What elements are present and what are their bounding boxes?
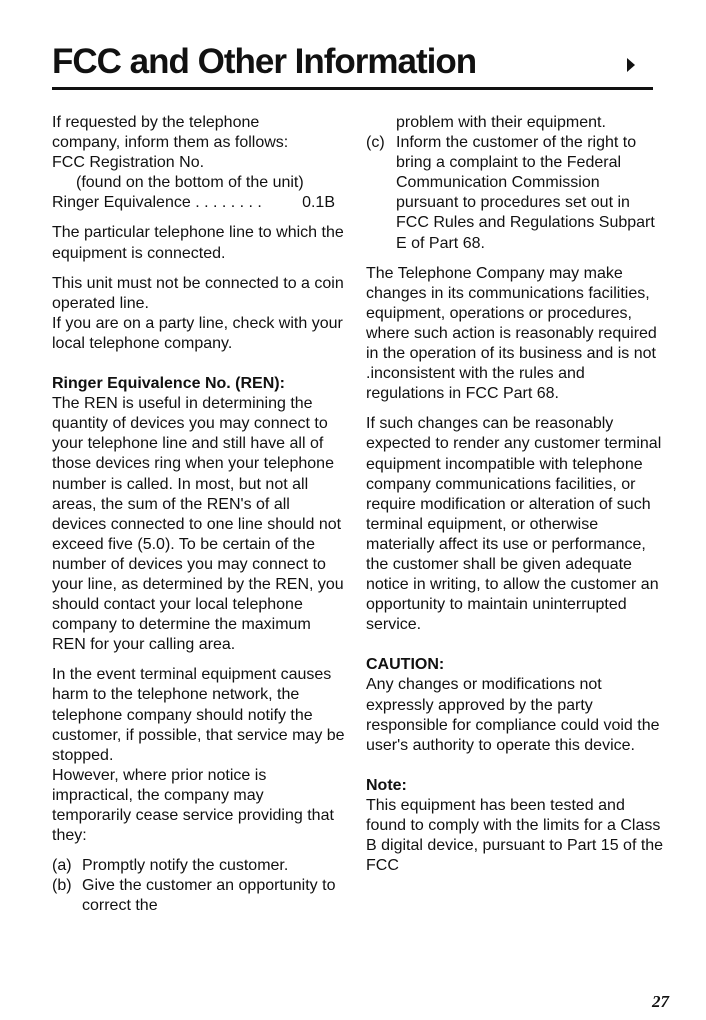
ren-paragraph: The REN is useful in determining the quantity of devices you may connect to your telephone line and still have all of those devices ring when your telephone number is called. In most, but not all areas, the sum of the REN's of all devices connected to one line should not exceed five (5.0). To be certain of the number of devices you may connect to your line, as determined by the REN, you should contact your local telephone company to determine the maximum REN for your calling area. xyxy=(52,395,344,654)
list-item-label: (b) xyxy=(52,877,72,895)
changes-paragraph: The Telephone Company may make changes in its communications facilities, equipment, operations or procedures, where such action is reasonably required in the operation of its business and is not .inconsistent with the rules and regulations in FCC Part 68. xyxy=(366,264,657,403)
list-item-a xyxy=(52,856,347,876)
continue-arrow-icon xyxy=(627,58,635,72)
list-item-text: problem with their equipment. xyxy=(396,114,606,131)
list-item-label: (a) xyxy=(52,857,72,875)
intro-line-2: company, inform them as follows: xyxy=(52,134,289,152)
page-number: 27 xyxy=(652,992,669,1011)
note-paragraph: This equipment has been tested and found to comply with the limits for a Class B digital device, pursuant to Part 15 of the FCC xyxy=(366,796,664,875)
coin-line-paragraph: This unit must not be connected to a coin operated line. xyxy=(52,274,344,312)
list-item-text: Inform the customer of the right to bring a complaint to the Federal Communication Commission pursuant to procedures set out in FCC Rules and Regulations Subpart E of Part 68. xyxy=(396,134,655,252)
list-item-c xyxy=(366,133,666,254)
ringer-equivalence-value: 0.1B xyxy=(302,194,335,212)
telephone-line-paragraph: The particular telephone line to which the equipment is connected. xyxy=(52,224,344,262)
list-item-label: (c) xyxy=(366,134,385,152)
caution-heading: CAUTION: xyxy=(366,656,445,674)
right-column xyxy=(366,113,666,876)
ringer-equivalence-row xyxy=(52,193,335,213)
list-item-b xyxy=(52,876,347,916)
ringer-equivalence-label: Ringer Equivalence . . . . . . . . xyxy=(52,194,262,212)
list-item-text: Give the customer an opportunity to correct the xyxy=(82,877,336,915)
left-column xyxy=(52,113,347,916)
intro-line-1: If requested by the telephone xyxy=(52,114,260,131)
prior-notice-paragraph: However, where prior notice is impractical, the company may temporarily cease service providing that they: xyxy=(52,766,334,845)
harm-paragraph: In the event terminal equipment causes harm to the telephone network, the telephone company should notify the customer, if possible, that service may be stopped. xyxy=(52,666,345,764)
fcc-registration-label: FCC Registration No. xyxy=(52,154,205,172)
page-title: FCC and Other Information xyxy=(52,42,477,81)
list-item-b-continued xyxy=(366,113,666,133)
fcc-registration-note: (found on the bottom of the unit) xyxy=(76,174,304,192)
party-line-paragraph: If you are on a party line, check with your local telephone company. xyxy=(52,314,343,352)
title-rule xyxy=(52,87,653,90)
note-heading: Note: xyxy=(366,776,407,794)
ren-heading: Ringer Equivalence No. (REN): xyxy=(52,375,285,393)
notice-paragraph: If such changes can be reasonably expected to render any customer terminal equipment incompatible with telephone company communications facilities, or require modification or alteration of such terminal equipment, or otherwise materially affect its use or performance, the customer shall be given adequate notice in writing, to allow the customer an opportunity to maintain uninterrupted service. xyxy=(366,415,662,634)
caution-paragraph: Any changes or modifications not expressly approved by the party responsible for compliance could void the user's authority to operate this device. xyxy=(366,676,660,754)
list-item-text: Promptly notify the customer. xyxy=(82,857,289,875)
